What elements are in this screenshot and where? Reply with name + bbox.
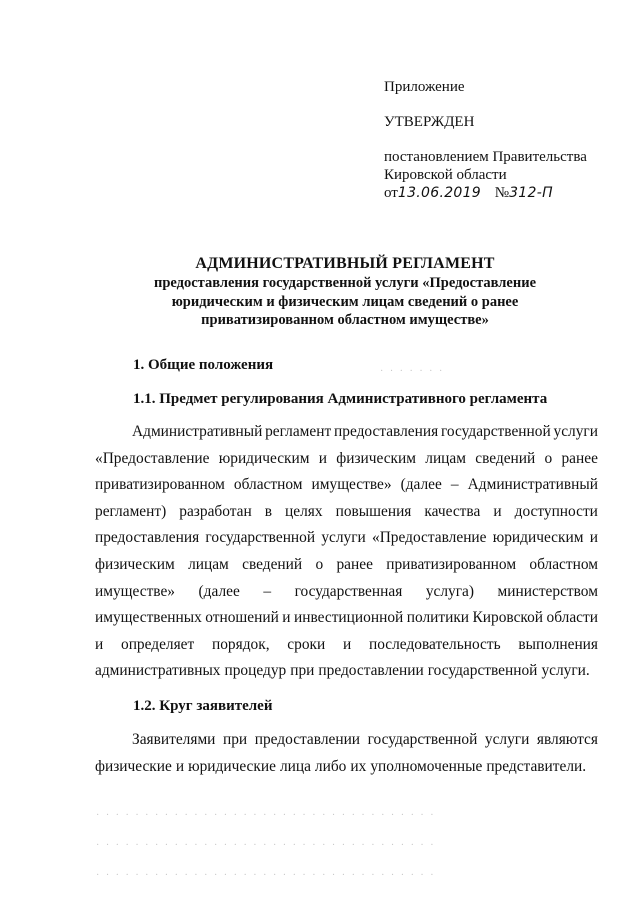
from-label: от (384, 185, 398, 201)
title-line-1: предоставления государственной услуги «Предоставление (153, 275, 537, 291)
scan-noise: · · · · · · · · · · · · · · · · · · · · · · · · · · · · · · · · · · · (96, 840, 436, 851)
section-1-1-paragraph (95, 423, 598, 689)
paragraph-line: физические и юридические лица либо их уполномоченные представители. (95, 757, 587, 775)
paragraph-line: Административный регламент предоставления государственной услуги (132, 423, 598, 440)
document-title (90, 254, 600, 330)
section-1-2-heading: 1.2. Круг заявителей (133, 698, 273, 714)
paragraph-line: предоставления государственной услуги «Предоставление юридическим и (95, 529, 598, 547)
paragraph-line: административных процедур при предоставлении государственной услуги. (95, 662, 590, 680)
scan-noise: · · · · · · · · · · · · · · · · · · · · · · · · · · · · · · · · · · · (96, 810, 436, 821)
paragraph-line: имущественных отношений и инвестиционной политики Кировской области (95, 609, 598, 627)
paragraph-line: регламент) разработан в целях повышения качества и доступности (95, 502, 598, 520)
approval-block (384, 78, 614, 202)
decree-line-2: Кировской области (384, 167, 507, 183)
title-main: АДМИНИСТРАТИВНЫЙ РЕГЛАМЕНТ (195, 255, 495, 272)
appendix-label: Приложение (384, 79, 465, 95)
decree-number: 312-П (509, 185, 553, 201)
paragraph-line: «Предоставление юридическим и физическим лицам сведений о ранее (95, 449, 598, 467)
paragraph-line: и определяет порядок, сроки и последовательность выполнения (95, 635, 598, 653)
approved-label: УТВЕРЖДЕН (384, 114, 475, 130)
section-1-heading: 1. Общие положения (133, 357, 274, 373)
paragraph-line: имуществе» (далее – государственная услуга) министерством (95, 582, 598, 600)
title-line-3: приватизированном областном имуществе» (201, 312, 489, 328)
decree-date-number (384, 184, 614, 202)
section-1-2-paragraph (95, 731, 598, 784)
title-line-2: юридическим и физическим лицам сведений о ранее (171, 293, 519, 310)
paragraph-line: приватизированном областном имуществе» (далее – Административный (95, 476, 598, 494)
paragraph-line: Заявителями при предоставлении государственной услуги являются (132, 731, 598, 748)
scan-noise: · · · · · · · (380, 366, 445, 377)
decree-date: 13.06.2019 (397, 185, 482, 201)
decree-line-1: постановлением Правительства (384, 149, 587, 165)
paragraph-line: физическим лицам сведений о ранее приватизированном областном (95, 555, 598, 573)
scan-noise: · · · · · · · · · · · · · · · · · · · · · · · · · · · · · · · · · · · (96, 870, 436, 881)
number-label: № (494, 185, 510, 201)
section-1-1-heading: 1.1. Предмет регулирования Административного регламента (133, 391, 548, 407)
